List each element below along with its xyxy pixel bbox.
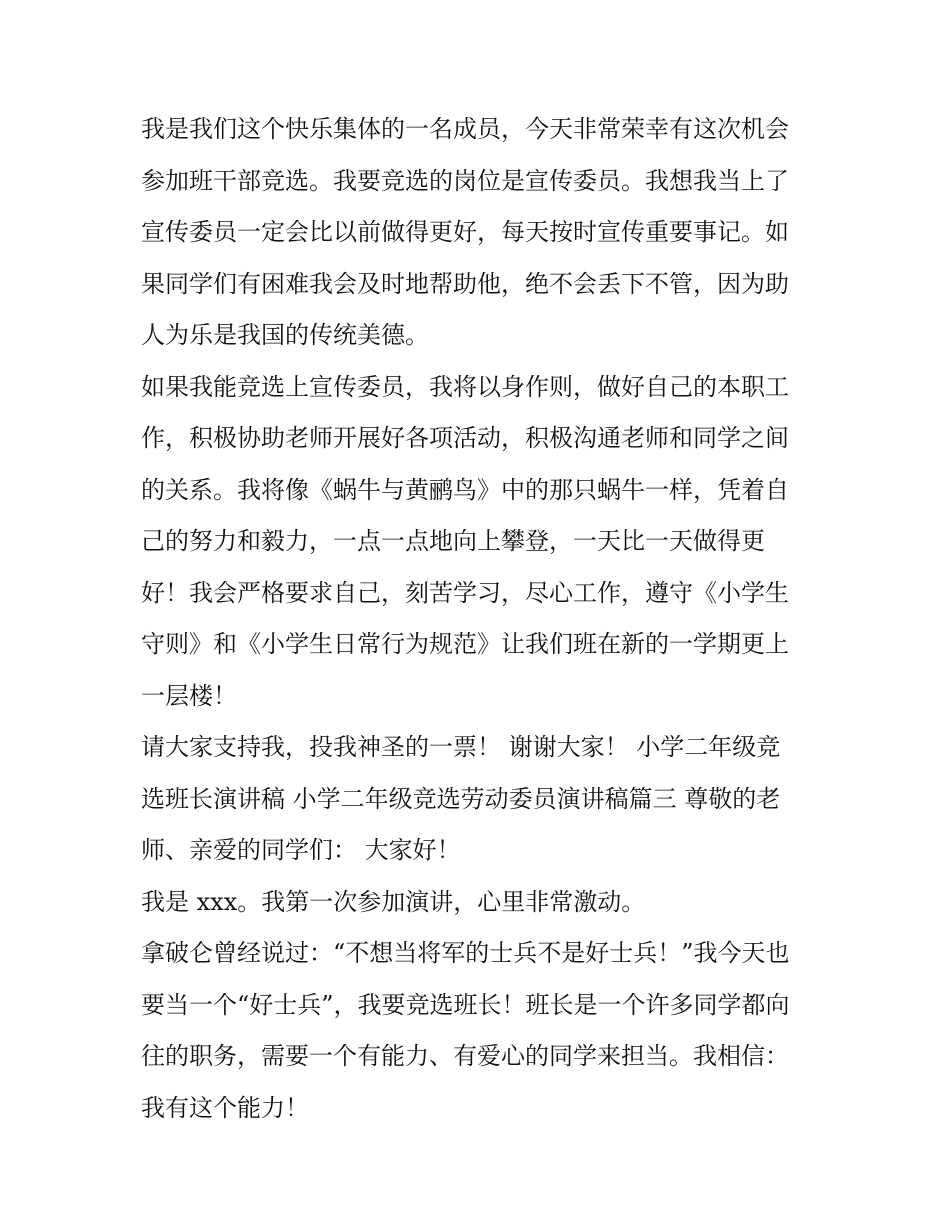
- text-line: 如果我能竞选上宣传委员，我将以身作则，做好自己的本职工: [141, 372, 789, 401]
- text-line: 师、亲爱的同学们： 大家好！: [141, 836, 461, 864]
- paragraph-3: [141, 722, 813, 877]
- text-line: 己的努力和毅力，一点一点地向上攀登，一天比一天做得更: [141, 527, 765, 555]
- text-line: 果同学们有困难我会及时地帮助他，绝不会丢下不管，因为助: [141, 269, 789, 298]
- paragraph-4: [141, 877, 813, 929]
- text-line: 选班长演讲稿 小学二年级竞选劳动委员演讲稿篇三 尊敬的老: [141, 784, 781, 813]
- paragraph-1: [141, 104, 813, 362]
- text-line: 我有这个能力！: [141, 1093, 309, 1122]
- text-line: 往的职务，需要一个有能力、有爱心的同学来担当。我相信：: [141, 1042, 789, 1070]
- text-line: 作，积极协助老师开展好各项活动，积极沟通老师和同学之间: [141, 424, 789, 452]
- text-line: 好！我会严格要求自己，刻苦学习，尽心工作，遵守《小学生: [141, 578, 789, 607]
- text-line: 拿破仑曾经说过：“不想当将军的士兵不是好士兵！”我今天也: [141, 939, 790, 967]
- text-line: 我是 xxx。我第一次参加演讲，心里非常激动。: [141, 887, 646, 916]
- text-line: 宣传委员一定会比以前做得更好，每天按时宣传重要事记。如: [141, 218, 789, 246]
- text-line: 我是我们这个快乐集体的一名成员，今天非常荣幸有这次机会: [141, 115, 789, 143]
- paragraph-5: [141, 928, 813, 1134]
- paragraph-2: [141, 362, 813, 723]
- document-body: [141, 104, 813, 1134]
- text-line: 人为乐是我国的传统美德。: [141, 321, 429, 349]
- text-line: 守则》和《小学生日常行为规范》让我们班在新的一学期更上: [141, 630, 789, 658]
- text-line: 一层楼！: [141, 681, 237, 710]
- text-line: 的关系。我将像《蜗牛与黄鹂鸟》中的那只蜗牛一样，凭着自: [141, 475, 789, 504]
- text-line: 参加班干部竞选。我要竞选的岗位是宣传委员。我想我当上了: [141, 166, 789, 195]
- text-line: 要当一个“好士兵”，我要竞选班长！班长是一个许多同学都向: [141, 990, 790, 1019]
- text-line: 请大家支持我，投我神圣的一票！ 谢谢大家！ 小学二年级竞: [141, 733, 781, 761]
